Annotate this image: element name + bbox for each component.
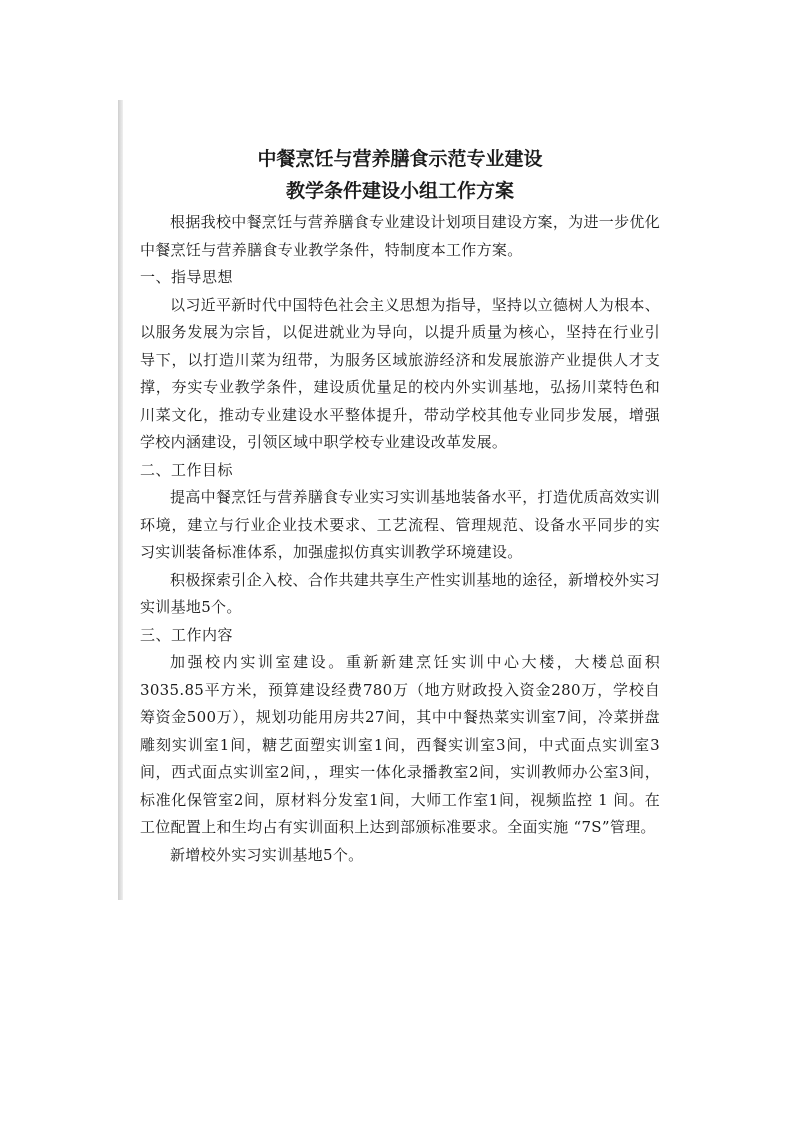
document-body [140, 140, 660, 869]
section-paragraph: 加强校内实训室建设。重新新建烹饪实训中心大楼，大楼总面积3035.85平方米，预算建设经费780万（地方财政投入资金280万，学校自筹资金500万），规划功能用房共27间，其中中餐热菜实训室7间，冷菜拼盘雕刻实训室1间，糖艺面塑实训室1间，西餐实训室3间，中式面点实训室3间，西式面点实训室2间，，理实一体化录播教室2间，实训教师办公室3间，标准化保管室2间，原材料分发室1间，大师工作室1间，视频监控 1 间。在工位配置上和生均占有实训面积上达到部颁标准要求。全面实施 “7S”管理。 [140, 653, 660, 836]
document-title-line2: 教学条件建设小组工作方案 [285, 180, 514, 202]
section-heading-work-content: 三、工作内容 [140, 625, 234, 644]
intro-paragraph: 根据我校中餐烹饪与营养膳食专业建设计划项目建设方案，为进一步优化中餐烹饪与营养膳食专业教学条件，特制度本工作方案。 [140, 213, 660, 259]
section-heading-guiding-ideology: 一、指导思想 [140, 268, 234, 286]
section-heading-work-goals: 二、工作目标 [140, 460, 234, 479]
document-title-line1: 中餐烹饪与营养膳食示范专业建设 [257, 148, 543, 170]
section-paragraph: 以习近平新时代中国特色社会主义思想为指导，坚持以立德树人为根本、以服务发展为宗旨，以促进就业为导向，以提升质量为核心，坚持在行业引导下，以打造川菜为纽带，为服务区域旅游经济和发展旅游产业提供人才支撑，夯实专业教学条件，建设质优量足的校内外实训基地，弘扬川菜特色和川菜文化，推动专业建设水平整体提升，带动学校其他专业同步发展，增强学校内涵建设，引领区域中职学校专业建设改革发展。 [140, 295, 660, 451]
section-paragraph: 积极探索引企入校、合作共建共享生产性实训基地的途径，新增校外实习实训基地5个。 [140, 570, 660, 616]
scan-page-edge [118, 100, 123, 900]
section-paragraph: 提高中餐烹饪与营养膳食专业实习实训基地装备水平，打造优质高效实训环境，建立与行业企业技术要求、工艺流程、管理规范、设备水平同步的实习实训装备标准体系，加强虚拟仿真实训教学环境建设。 [140, 488, 660, 561]
section-paragraph: 新增校外实习实训基地5个。 [170, 845, 364, 864]
